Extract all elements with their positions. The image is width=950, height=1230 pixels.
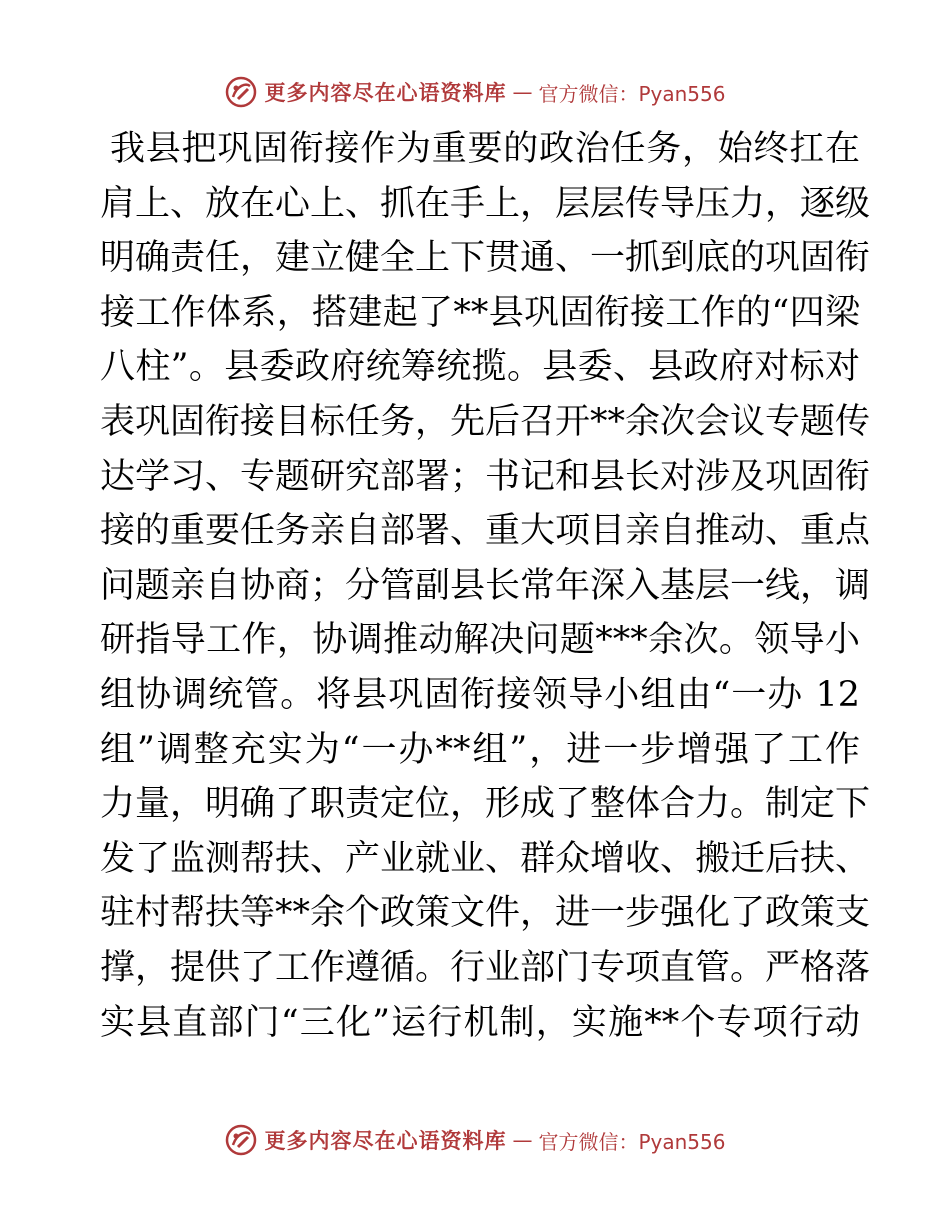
text-line: 发了监测帮扶、产业就业、群众增收、搬迁后扶、 bbox=[100, 838, 871, 879]
watermark-contact: 官方微信：Pyan556 bbox=[538, 81, 726, 106]
text-line: 接的重要任务亲自部署、重大项目亲自推动、重点 bbox=[100, 511, 871, 552]
text-line: 表巩固衔接目标任务，先后召开**余次会议专题传 bbox=[100, 401, 871, 442]
text-line: 问题亲自协商；分管副县长常年深入基层一线，调 bbox=[100, 565, 871, 606]
text-line: 实县直部门“三化”运行机制，实施**个专项行动 bbox=[100, 1002, 860, 1043]
text-line: 接工作体系，搭建起了**县巩固衔接工作的“四梁 bbox=[100, 292, 860, 333]
text-line: 达学习、专题研究部署；书记和县长对涉及巩固衔 bbox=[100, 456, 871, 497]
text-line: 我县把巩固衔接作为重要的政治任务，始终扛在 bbox=[110, 129, 860, 169]
watermark-text: 更多内容尽在心语资料库 bbox=[264, 80, 507, 105]
text-line: 研指导工作，协调推动解决问题***余次。领导小 bbox=[100, 620, 860, 661]
text-line: 驻村帮扶等**余个政策文件，进一步强化了政策支 bbox=[100, 893, 871, 934]
text-line: 明确责任，建立健全上下贯通、一抓到底的巩固衔 bbox=[100, 238, 871, 279]
text-line: 撑，提供了工作遵循。行业部门专项直管。严格落 bbox=[100, 947, 871, 988]
text-line: 组”调整充实为“一办**组”，进一步增强了工作 bbox=[100, 729, 860, 770]
watermark-contact: 官方微信：Pyan556 bbox=[538, 1129, 726, 1154]
logo-icon bbox=[224, 1123, 258, 1157]
document-body bbox=[100, 122, 871, 1050]
text-line: 八柱”。县委政府统筹统揽。县委、县政府对标对 bbox=[100, 347, 860, 388]
watermark-separator: — bbox=[512, 1128, 533, 1152]
text-line: 组协调统管。将县巩固衔接领导小组由“一办 12 bbox=[100, 674, 860, 715]
watermark-separator: — bbox=[512, 80, 533, 104]
header-watermark bbox=[0, 72, 950, 112]
footer-watermark bbox=[0, 1120, 950, 1160]
logo-icon bbox=[224, 75, 258, 109]
text-line: 肩上、放在心上、抓在手上，层层传导压力，逐级 bbox=[100, 183, 871, 224]
watermark-text: 更多内容尽在心语资料库 bbox=[264, 1128, 507, 1153]
text-line: 力量，明确了职责定位，形成了整体合力。制定下 bbox=[100, 784, 871, 825]
